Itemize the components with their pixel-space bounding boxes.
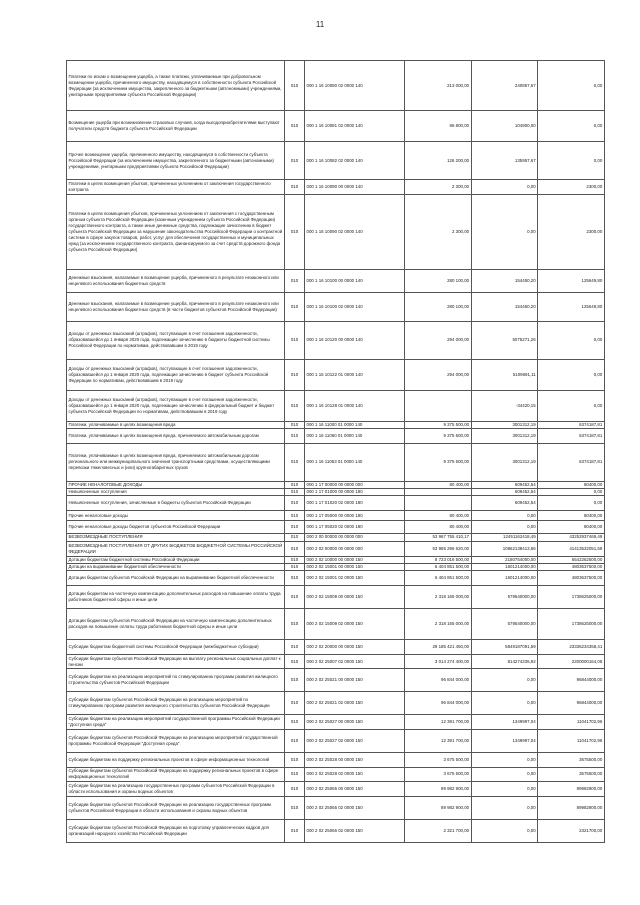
row-name: Субсидии бюджетам на реализацию мероприятий государственной программы Российской Федерации "Доступная среда" [67, 715, 285, 730]
row-approved-amount: 2 318 165 000,00 [405, 608, 472, 639]
row-unexecuted-amount: 3675500,00 [538, 752, 605, 767]
row-code: 010 [285, 61, 305, 111]
row-executed-amount: 1601214000,00 [471, 571, 538, 586]
row-kbk-code: 000 2 02 20000 00 0000 150 [305, 640, 405, 655]
row-unexecuted-amount: 1738625000,00 [538, 608, 605, 639]
row-approved-amount: 2 300,00 [405, 180, 472, 195]
table-row [67, 542, 605, 557]
row-kbk-code: 000 2 02 25007 02 0000 150 [305, 654, 405, 669]
row-approved-amount: 9 375 500,00 [405, 422, 472, 429]
row-name: Субсидии бюджетам субъектов Российской Федерации на реализацию государственных программ субъектов Российской Федерации в области использования и охраны водных объектов [67, 796, 285, 819]
row-kbk-code: 000 1 17 01000 00 0000 180 [305, 488, 405, 495]
row-name: Субсидии бюджетам субъектов Российской Федерации на выплату региональных социальных доплат к пенсии [67, 654, 285, 669]
row-unexecuted-amount: 0,00 [538, 321, 605, 359]
table-row [67, 782, 605, 797]
row-executed-amount: 5109691,11 [471, 359, 538, 390]
row-executed-amount: 579540000,00 [471, 608, 538, 639]
row-approved-amount: 126 200,00 [405, 142, 472, 180]
row-code: 010 [285, 269, 305, 292]
row-unexecuted-amount: 6374187,81 [538, 444, 605, 482]
row-approved-amount: 9 375 500,00 [405, 429, 472, 444]
row-executed-amount: 0,00 [471, 521, 538, 534]
row-kbk-code: 000 2 02 25021 00 0000 150 [305, 669, 405, 692]
table-row [67, 496, 605, 511]
row-kbk-code: 000 1 17 05000 00 0000 180 [305, 510, 405, 520]
row-executed-amount: 0,00 [471, 510, 538, 520]
row-approved-amount: 3 675 500,00 [405, 767, 472, 782]
table-row [67, 585, 605, 608]
row-name: Доходы от денежных взысканий (штрафов), поступающие в счет погашения задолженности, образовавшейся до 1 января 2020 года, подлежащие зачислению в бюджет субъекта Российской Федерации по нормативам, действовавшим в 2019 году [67, 359, 285, 390]
row-code: 010 [285, 556, 305, 563]
row-name: Субсидии бюджетам на реализацию мероприятий по стимулированию программ развития жилищного строительства субъектов Российской Федерации [67, 669, 285, 692]
row-unexecuted-amount: 0,00 [538, 390, 605, 421]
row-executed-amount: 0,00 [471, 819, 538, 842]
table-row [67, 292, 605, 321]
table-row [67, 481, 605, 488]
table-row [67, 669, 605, 692]
row-executed-amount: 609452,54 [471, 496, 538, 511]
row-code: 010 [285, 422, 305, 429]
row-unexecuted-amount: 89982900,00 [538, 796, 605, 819]
row-kbk-code: 000 1 16 10128 01 0000 140 [305, 390, 405, 421]
row-approved-amount: 96 844 000,00 [405, 692, 472, 715]
table-row [67, 510, 605, 520]
row-kbk-code: 000 1 16 10090 02 0000 140 [305, 194, 405, 269]
row-kbk-code: 000 2 02 00000 00 0000 000 [305, 542, 405, 557]
row-name: Платежи, уплачиваемые в целях возмещения вреда, причиняемого автомобильным дорогам регионального или межмуниципального значения транспортными средствами, осуществляющими перевозки тяжеловесных и (или) крупногабаритных грузов [67, 444, 285, 482]
row-code: 010 [285, 111, 305, 142]
row-kbk-code: 000 2 00 00000 00 0000 000 [305, 533, 405, 541]
table-row [67, 715, 605, 730]
row-unexecuted-amount: 2300,00 [538, 194, 605, 269]
table-row [67, 111, 605, 142]
budget-table-body [67, 61, 605, 843]
row-name: Доходы от денежных взысканий (штрафов), поступающие в счет погашения задолженности, образовавшейся до 1 января 2020 года, подлежащие зачислению в бюджеты бюджетной системы Российской Федерации по нормативам, действовавшим в 2019 году [67, 321, 285, 359]
row-code: 010 [285, 521, 305, 534]
row-executed-amount: 0,00 [471, 752, 538, 767]
row-kbk-code: 000 2 02 25028 00 0000 150 [305, 752, 405, 767]
row-name: Возмещение ущерба при возникновении страховых случаев, когда выгодоприобретателями выступают получатели средств бюджета субъекта Российской Федерации [67, 111, 285, 142]
table-row [67, 730, 605, 753]
row-executed-amount: 3001312,19 [471, 429, 538, 444]
row-unexecuted-amount: 0,00 [538, 61, 605, 111]
row-executed-amount: 0,00 [471, 194, 538, 269]
row-approved-amount: 80 400,00 [405, 521, 472, 534]
row-name: Невыясненные поступления [67, 488, 285, 495]
row-approved-amount: 294 000,00 [405, 359, 472, 390]
row-kbk-code: 000 1 17 05020 02 0000 180 [305, 521, 405, 534]
row-code: 010 [285, 180, 305, 195]
row-approved-amount: 86 800,00 [405, 111, 472, 142]
row-name: Субсидии бюджетам субъектов Российской Федерации на реализацию мероприятий государственной программы Российской Федерации "Доступная среда" [67, 730, 285, 753]
row-unexecuted-amount: 11041702,96 [538, 730, 605, 753]
row-name: Доходы от денежных взысканий (штрафов), поступающие в счет погашения задолженности, образовавшейся до 1 января 2020 года, подлежащие зачислению в федеральный бюджет и бюджет субъекта Российской Федерации по нормативам, действовавшим в 2019 году [67, 390, 285, 421]
row-code: 010 [285, 488, 305, 495]
row-kbk-code: 000 1 16 10082 02 0000 140 [305, 142, 405, 180]
row-code: 010 [285, 292, 305, 321]
row-unexecuted-amount: 80400,00 [538, 481, 605, 488]
row-approved-amount: 9 375 500,00 [405, 444, 472, 482]
row-unexecuted-amount: 2200000164,08 [538, 654, 605, 669]
row-executed-amount: 0,00 [471, 669, 538, 692]
row-code: 010 [285, 571, 305, 586]
row-executed-amount: 0,00 [471, 692, 538, 715]
row-executed-amount: 814274235,92 [471, 654, 538, 669]
row-kbk-code: 000 2 02 25021 02 0000 150 [305, 692, 405, 715]
row-unexecuted-amount: 0,00 [538, 488, 605, 495]
row-unexecuted-amount: 6374187,81 [538, 429, 605, 444]
table-row [67, 654, 605, 669]
row-approved-amount: 280 100,00 [405, 269, 472, 292]
row-code: 010 [285, 510, 305, 520]
row-name: Денежные взыскания, налагаемые в возмещение ущерба, причиненного в результате незаконного или нецелевого использования бюджетных средств (в части бюджетов субъектов Российской Федерации) [67, 292, 285, 321]
row-name: Платежи в целях возмещения убытков, причиненных уклонением от заключения государственного контракта [67, 180, 285, 195]
table-row [67, 180, 605, 195]
row-approved-amount: 8 723 016 500,00 [405, 556, 472, 563]
table-row [67, 269, 605, 292]
table-row [67, 571, 605, 586]
row-approved-amount [405, 390, 472, 421]
row-unexecuted-amount: 11041702,96 [538, 715, 605, 730]
row-approved-amount: 89 982 900,00 [405, 796, 472, 819]
row-kbk-code: 000 1 16 10120 00 0000 140 [305, 321, 405, 359]
row-code: 010 [285, 429, 305, 444]
row-unexecuted-amount: 2321700,00 [538, 819, 605, 842]
row-kbk-code: 000 2 02 25027 02 0000 150 [305, 730, 405, 753]
row-executed-amount: 5075271,26 [471, 321, 538, 359]
row-kbk-code: 000 1 16 11063 01 0000 140 [305, 444, 405, 482]
row-unexecuted-amount: 0,00 [538, 359, 605, 390]
row-name: Дотации бюджетам бюджетной системы Российской Федерации [67, 556, 285, 563]
row-code: 010 [285, 585, 305, 608]
row-code: 010 [285, 321, 305, 359]
row-kbk-code: 000 2 02 25065 02 0000 150 [305, 796, 405, 819]
table-row [67, 533, 605, 541]
row-approved-amount: 12 391 700,00 [405, 730, 472, 753]
row-unexecuted-amount: 96844000,00 [538, 692, 605, 715]
row-approved-amount: 89 982 900,00 [405, 782, 472, 797]
row-unexecuted-amount: 2300,00 [538, 180, 605, 195]
row-code: 010 [285, 752, 305, 767]
row-code: 010 [285, 715, 305, 730]
row-code: 010 [285, 796, 305, 819]
row-name: Субсидии бюджетам субъектов Российской Федерации на реализацию мероприятий по стимулированию программ развития жилищного строительства субъектов Российской Федерации [67, 692, 285, 715]
row-kbk-code: 000 1 16 10080 02 0000 140 [305, 61, 405, 111]
row-executed-amount: 0,00 [471, 796, 538, 819]
table-row [67, 444, 605, 482]
row-approved-amount: 2 318 165 000,00 [405, 585, 472, 608]
row-name: Платежи, уплачиваемые в целях возмещения вреда, причиняемого автомобильным дорогам [67, 429, 285, 444]
table-row [67, 429, 605, 444]
row-name: Платежи в целях возмещения убытков, причиненных уклонением от заключения с государственным органом субъекта Российской Федерации (казенным учреждением субъекта Российской Федерации) государственного контракта, а также иные денежные средства, подлежащие зачислению в бюджет субъекта Российской Федерации за нарушение законодательства Российской Федерации о контрактной системе в сфере закупок товаров, работ, услуг для обеспечения государственных и муниципальных нужд (за исключением государственного контракта, финансируемого за счет средств дорожного фонда субъекта Российской Федерации) [67, 194, 285, 269]
row-name: БЕЗВОЗМЕЗДНЫЕ ПОСТУПЛЕНИЯ ОТ ДРУГИХ БЮДЖЕТОВ БЮДЖЕТНОЙ СИСТЕМЫ РОССИЙСКОЙ ФЕДЕРАЦИИ [67, 542, 285, 557]
table-row [67, 422, 605, 429]
row-name: ПРОЧИЕ НЕНАЛОГОВЫЕ ДОХОДЫ [67, 481, 285, 488]
row-executed-amount: 0,00 [471, 180, 538, 195]
row-approved-amount [405, 488, 472, 495]
row-unexecuted-amount: 1738625000,00 [538, 585, 605, 608]
row-name: Субсидии бюджетам субъектов Российской Федерации на подготовку управленческих кадров для организаций народного хозяйства Российской Федерации [67, 819, 285, 842]
table-row [67, 752, 605, 767]
table-row [67, 564, 605, 571]
row-kbk-code: 000 2 02 15001 02 0000 150 [305, 571, 405, 586]
row-executed-amount: 2180754000,00 [471, 556, 538, 563]
row-approved-amount: 280 100,00 [405, 292, 472, 321]
page-number: 11 [315, 20, 325, 29]
row-unexecuted-amount: 125649,80 [538, 292, 605, 321]
row-kbk-code: 000 1 17 00000 00 0000 000 [305, 481, 405, 488]
row-approved-amount: 3 675 500,00 [405, 752, 472, 767]
row-executed-amount: 5849187091,59 [471, 640, 538, 655]
row-name: Платежи, уплачиваемые в целях возмещения вреда [67, 422, 285, 429]
row-approved-amount: 96 844 000,00 [405, 669, 472, 692]
row-approved-amount: 3 014 274 400,00 [405, 654, 472, 669]
row-unexecuted-amount: 125649,80 [538, 269, 605, 292]
row-kbk-code: 000 2 02 25028 02 0000 150 [305, 767, 405, 782]
row-kbk-code: 000 2 02 25027 00 0000 150 [305, 715, 405, 730]
row-name: Дотации бюджетам субъектов Российской Федерации на выравнивание бюджетной обеспеченности [67, 571, 285, 586]
table-row [67, 767, 605, 782]
row-kbk-code: 000 2 02 25065 00 0000 150 [305, 782, 405, 797]
row-code: 010 [285, 782, 305, 797]
row-approved-amount: 6 404 851 500,00 [405, 564, 472, 571]
row-kbk-code: 000 1 17 01020 02 0000 180 [305, 496, 405, 511]
row-code: 010 [285, 542, 305, 557]
row-executed-amount: 154450,20 [471, 269, 538, 292]
row-name: Прочие неналоговые доходы [67, 510, 285, 520]
row-name: Денежные взыскания, налагаемые в возмещение ущерба, причиненного в результате незаконного или нецелевого использования бюджетных средств [67, 269, 285, 292]
row-unexecuted-amount: 0,00 [538, 496, 605, 511]
row-kbk-code: 000 2 02 15001 00 0000 150 [305, 564, 405, 571]
row-approved-amount: 12 391 700,00 [405, 715, 472, 730]
row-executed-amount: 0,00 [471, 767, 538, 782]
row-executed-amount: -34420,15 [471, 390, 538, 421]
budget-table [66, 60, 605, 843]
row-unexecuted-amount: 80400,00 [538, 510, 605, 520]
row-kbk-code: 000 1 16 11000 01 0000 140 [305, 422, 405, 429]
row-name: Субсидии бюджетам на реализацию государственных программ субъектов Российской Федерации в области использования и охраны водных объектов [67, 782, 285, 797]
row-executed-amount: 609452,54 [471, 488, 538, 495]
row-kbk-code: 000 1 16 10081 02 0000 140 [305, 111, 405, 142]
row-name: Прочие неналоговые доходы бюджетов субъектов Российской Федерации [67, 521, 285, 534]
row-code: 010 [285, 496, 305, 511]
row-executed-amount: 240857,67 [471, 61, 538, 111]
row-code: 010 [285, 640, 305, 655]
row-code: 010 [285, 142, 305, 180]
table-row [67, 321, 605, 359]
row-name: Невыясненные поступления, зачисляемые в бюджеты субъектов Российской Федерации [67, 496, 285, 511]
row-unexecuted-amount: 4803637500,00 [538, 571, 605, 586]
row-code: 010 [285, 819, 305, 842]
row-kbk-code: 000 1 16 10100 00 0000 140 [305, 269, 405, 292]
row-unexecuted-amount: 43252937469,49 [538, 533, 605, 541]
row-approved-amount: 80 400,00 [405, 510, 472, 520]
row-code: 010 [285, 481, 305, 488]
row-name: Прочее возмещение ущерба, причиненного имуществу, находящемуся в собственности субъекта Российской Федерации (за исключением имущества, закрепленного за бюджетными (автономными) учреждениями, унитарными предприятиями субъекта Российской Федерации) [67, 142, 285, 180]
row-unexecuted-amount: 23336234358,41 [538, 640, 605, 655]
row-executed-amount: 579540000,00 [471, 585, 538, 608]
row-code: 010 [285, 533, 305, 541]
row-kbk-code: 000 2 02 25066 02 0000 150 [305, 819, 405, 842]
row-executed-amount: 1349997,04 [471, 730, 538, 753]
row-kbk-code: 000 2 02 15009 00 0000 150 [305, 585, 405, 608]
table-row [67, 608, 605, 639]
row-code: 010 [285, 692, 305, 715]
row-code: 010 [285, 444, 305, 482]
row-kbk-code: 000 2 02 15009 02 0000 150 [305, 608, 405, 639]
row-name: Дотации бюджетам субъектов Российской Федерации на частичную компенсацию дополнительных расходов на повышение оплаты труда работников бюджетной сферы и иные цели [67, 608, 285, 639]
row-code: 010 [285, 767, 305, 782]
row-name: Дотации на выравнивание бюджетной обеспеченности [67, 564, 285, 571]
row-approved-amount: 53 967 755 410,17 [405, 533, 472, 541]
row-kbk-code: 000 1 16 10100 02 0000 140 [305, 292, 405, 321]
row-unexecuted-amount: 0,00 [538, 142, 605, 180]
row-executed-amount: 154450,20 [471, 292, 538, 321]
row-kbk-code: 000 1 16 11060 01 0000 140 [305, 429, 405, 444]
row-kbk-code: 000 2 02 10000 00 0000 150 [305, 556, 405, 563]
row-executed-amount: 10862138413,86 [471, 542, 538, 557]
row-approved-amount: 2 300,00 [405, 194, 472, 269]
row-approved-amount: 53 965 296 620,00 [405, 542, 472, 557]
row-executed-amount: 12451162418,49 [471, 533, 538, 541]
table-row [67, 194, 605, 269]
row-unexecuted-amount: 89982900,00 [538, 782, 605, 797]
row-unexecuted-amount: 96844000,00 [538, 669, 605, 692]
row-code: 010 [285, 608, 305, 639]
table-row [67, 640, 605, 655]
row-code: 010 [285, 669, 305, 692]
row-unexecuted-amount: 4803637500,00 [538, 564, 605, 571]
row-executed-amount: 135957,67 [471, 142, 538, 180]
row-executed-amount: 0,00 [471, 782, 538, 797]
row-kbk-code: 000 1 16 10122 01 0000 140 [305, 359, 405, 390]
row-approved-amount [405, 496, 472, 511]
row-executed-amount: 3001312,19 [471, 444, 538, 482]
table-row [67, 556, 605, 563]
row-name: Субсидии бюджетам субъектов Российской Федерации на поддержку региональных проектов в сфере информационных технологий [67, 767, 285, 782]
row-executed-amount: 104900,00 [471, 111, 538, 142]
row-executed-amount: 609452,54 [471, 481, 538, 488]
row-approved-amount: 6 404 851 500,00 [405, 571, 472, 586]
row-executed-amount: 1349997,04 [471, 715, 538, 730]
row-name: Субсидии бюджетам на поддержку региональных проектов в сфере информационных технологий [67, 752, 285, 767]
row-name: БЕЗВОЗМЕЗДНЫЕ ПОСТУПЛЕНИЯ [67, 533, 285, 541]
row-name: Субсидии бюджетам бюджетной системы Российской Федерации (межбюджетные субсидии) [67, 640, 285, 655]
table-row [67, 61, 605, 111]
table-row [67, 796, 605, 819]
row-approved-amount: 29 185 421 450,00 [405, 640, 472, 655]
table-row [67, 142, 605, 180]
row-executed-amount: 3001312,19 [471, 422, 538, 429]
table-row [67, 819, 605, 842]
row-unexecuted-amount: 41413532051,59 [538, 542, 605, 557]
row-approved-amount: 294 000,00 [405, 321, 472, 359]
row-unexecuted-amount: 3675500,00 [538, 767, 605, 782]
row-name: Дотации бюджетам на частичную компенсацию дополнительных расходов на повышение оплаты труда работников бюджетной сферы и иные цели [67, 585, 285, 608]
row-executed-amount: 1601214000,00 [471, 564, 538, 571]
table-row [67, 488, 605, 495]
row-unexecuted-amount: 80400,00 [538, 521, 605, 534]
row-code: 010 [285, 654, 305, 669]
row-kbk-code: 000 1 16 10090 00 0000 140 [305, 180, 405, 195]
table-row [67, 390, 605, 421]
row-code: 010 [285, 730, 305, 753]
row-code: 010 [285, 564, 305, 571]
row-approved-amount: 213 000,00 [405, 61, 472, 111]
row-name: Платежи по искам о возмещении ущерба, а также платежи, уплачиваемые при добровольном возмещении ущерба, причиненного имуществу, находящемуся в собственности субъекта Российской Федерации (за исключением имущества, закрепленного за бюджетными (автономными) учреждениями, унитарными предприятиями субъекта Российской Федерации) [67, 61, 285, 111]
row-unexecuted-amount: 6374187,81 [538, 422, 605, 429]
row-code: 010 [285, 194, 305, 269]
row-code: 010 [285, 390, 305, 421]
row-code: 010 [285, 359, 305, 390]
row-unexecuted-amount: 6542262500,00 [538, 556, 605, 563]
row-approved-amount: 80 400,00 [405, 481, 472, 488]
table-row [67, 692, 605, 715]
row-unexecuted-amount: 0,00 [538, 111, 605, 142]
table-row [67, 521, 605, 534]
row-approved-amount: 2 321 700,00 [405, 819, 472, 842]
table-row [67, 359, 605, 390]
